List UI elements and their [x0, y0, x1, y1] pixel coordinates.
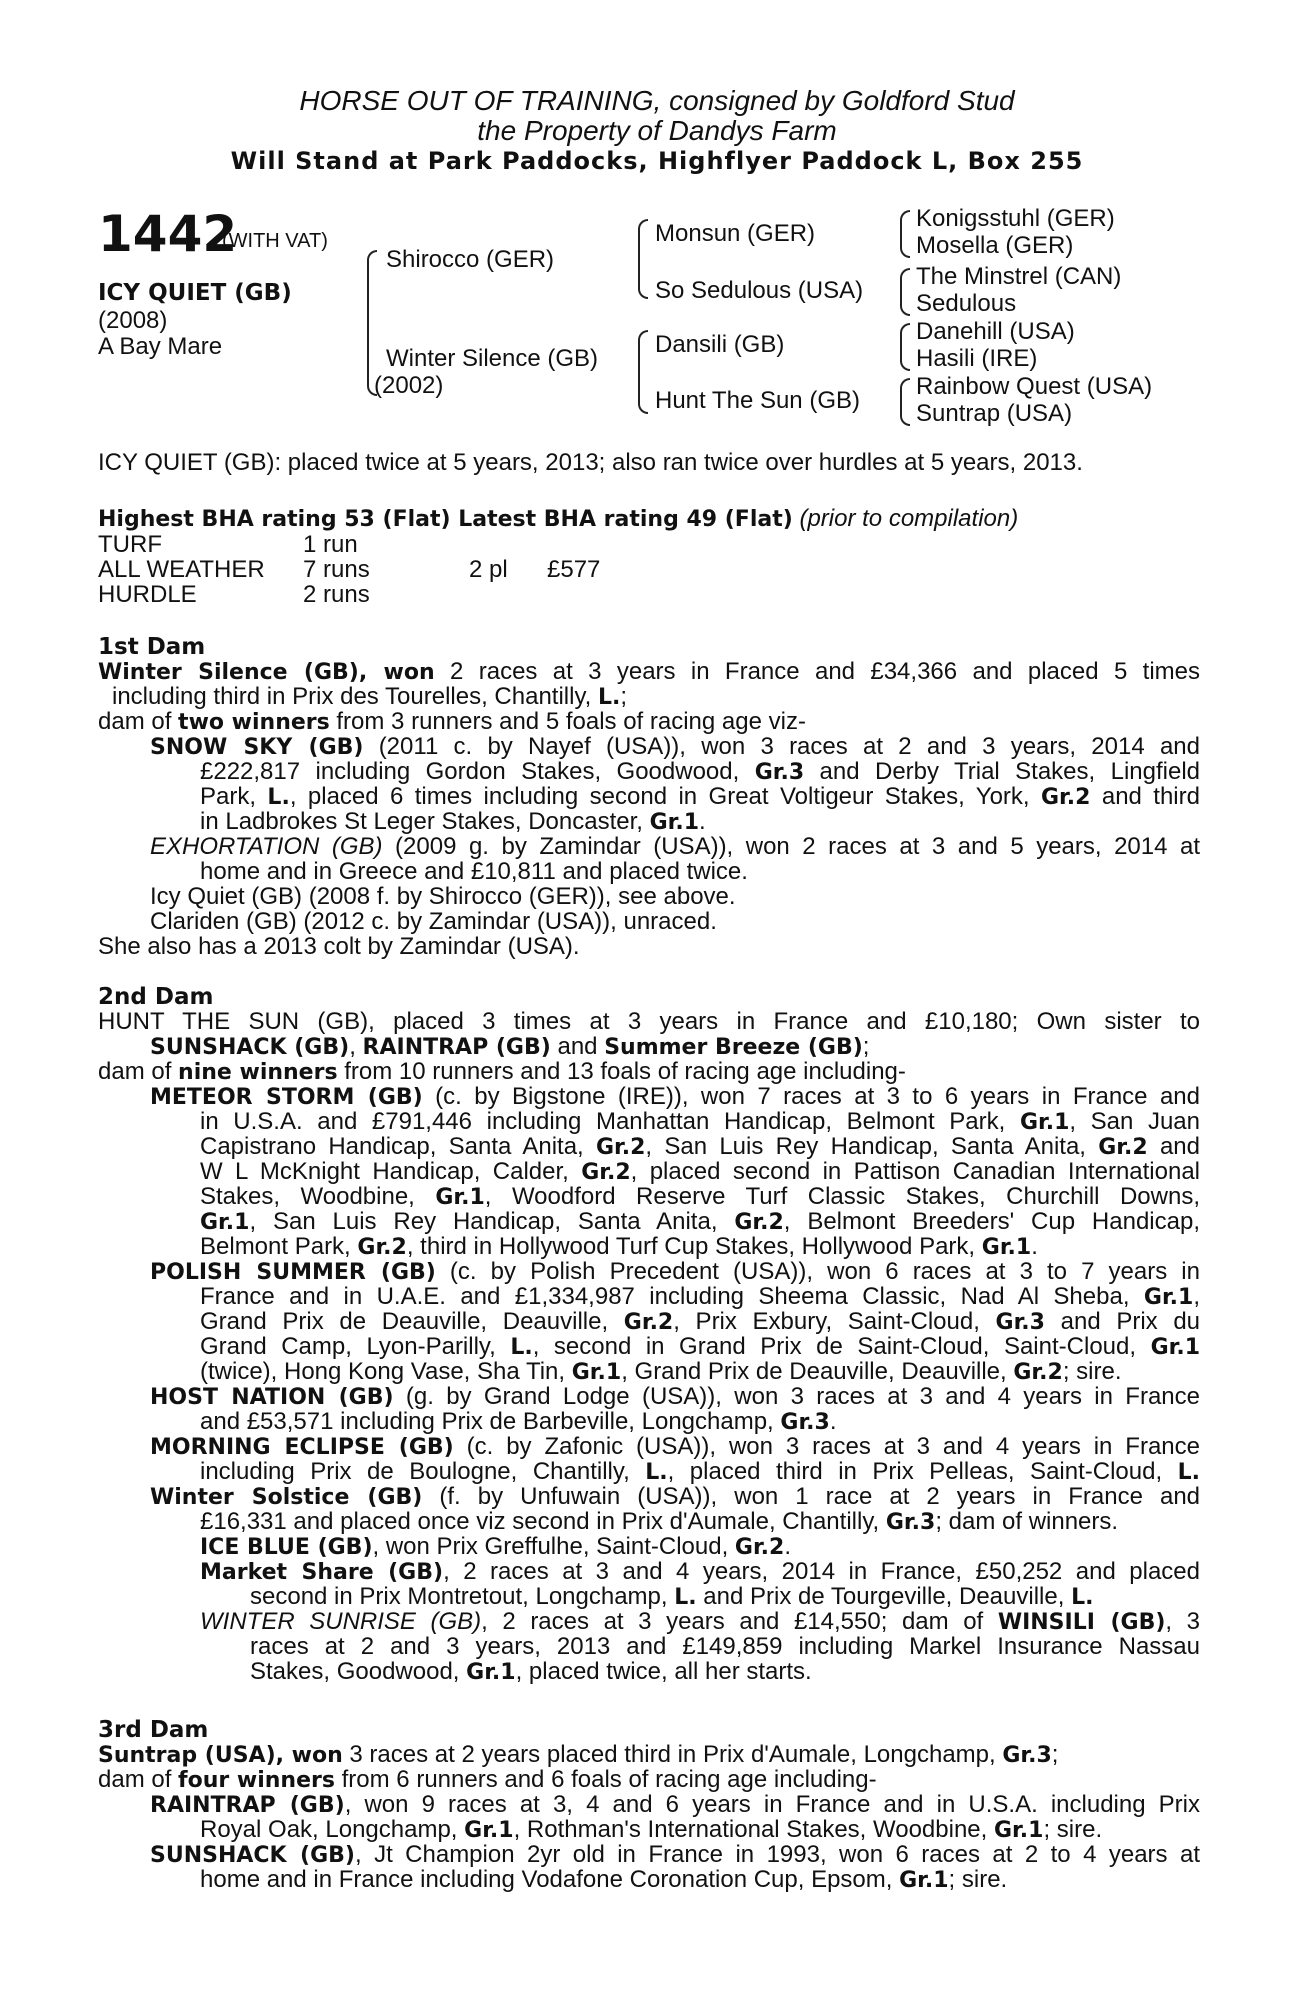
produce-line: races at 2 and 3 years, 2013 and £149,859 including Markel Insurance Nassau — [250, 1633, 1200, 1660]
second-dam-line: dam of nine winners from 10 runners and 13 foals of racing age including- — [98, 1058, 906, 1085]
foaling-year: (2008) — [98, 307, 168, 334]
dam-year: (2002) — [374, 372, 444, 399]
gen3-brace-4 — [900, 378, 910, 426]
dd-sire: Rainbow Quest (USA) — [916, 373, 1153, 400]
gen3-brace-2 — [900, 268, 910, 316]
produce-line: home and in France including Vodafone Coronation Cup, Epsom, Gr.1; sire. — [200, 1866, 1008, 1893]
produce-line: SNOW SKY (GB) (2011 c. by Nayef (USA)), won 3 races at 2 and 3 years, 2014 and — [150, 733, 1200, 760]
lot-number: 1442 — [98, 205, 238, 263]
bha-rating: Highest BHA rating 53 (Flat) Latest BHA rating 49 (Flat) (prior to compilation) — [98, 505, 1019, 532]
record-type: HURDLE — [98, 581, 197, 608]
produce-line: France and in U.A.E. and £1,334,987 including Sheema Classic, Nad Al Sheba, Gr.1, — [200, 1283, 1200, 1310]
produce-line: Royal Oak, Longchamp, Gr.1, Rothman's International Stakes, Woodbine, Gr.1; sire. — [200, 1816, 1103, 1843]
produce-line: Stakes, Goodwood, Gr.1, placed twice, all her starts. — [250, 1658, 812, 1685]
sd-dam: Sedulous — [916, 290, 1017, 317]
produce-line: £222,817 including Gordon Stakes, Goodwood, Gr.3 and Derby Trial Stakes, Lingfield — [200, 758, 1200, 785]
produce-line: Market Share (GB), 2 races at 3 and 4 years, 2014 in France, £50,252 and placed — [200, 1558, 1200, 1585]
produce-line: Grand Camp, Lyon-Parilly, L., second in Grand Prix de Saint-Cloud, Saint-Cloud, Gr.1 — [200, 1333, 1200, 1360]
gen3-brace-1 — [900, 210, 910, 258]
produce-line: in Ladbrokes St Leger Stakes, Doncaster, Gr.1. — [200, 808, 706, 835]
produce-line: She also has a 2013 colt by Zamindar (USA). — [98, 933, 580, 960]
produce-line: second in Prix Montretout, Longchamp, L. and Prix de Tourgeville, Deauville, L. — [250, 1583, 1094, 1610]
produce-line: £16,331 and placed once viz second in Prix d'Aumale, Chantilly, Gr.3; dam of winners. — [200, 1508, 1119, 1535]
sd-sire: The Minstrel (CAN) — [916, 263, 1122, 290]
dam-parents-brace — [638, 330, 648, 414]
gen3-brace-3 — [900, 323, 910, 371]
pedigree-block — [0, 0, 1314, 440]
produce-line: Park, L., placed 6 times including second in Great Voltigeur Stakes, York, Gr.2 and third — [200, 783, 1200, 810]
sire-sire: Monsun (GER) — [655, 220, 816, 247]
produce-line: Clariden (GB) (2012 c. by Zamindar (USA)), unraced. — [150, 908, 717, 935]
produce-line: Belmont Park, Gr.2, third in Hollywood Turf Cup Stakes, Hollywood Park, Gr.1. — [200, 1233, 1038, 1260]
third-dam-line: Suntrap (USA), won 3 races at 2 years placed third in Prix d'Aumale, Longchamp, Gr.3; — [98, 1741, 1059, 1768]
first-dam-line: including third in Prix des Tourelles, Chantilly, L.; — [112, 683, 628, 710]
third-dam-line: dam of four winners from 6 runners and 6 foals of racing age including- — [98, 1766, 877, 1793]
produce-line: W L McKnight Handicap, Calder, Gr.2, placed second in Pattison Canadian International — [200, 1158, 1201, 1185]
produce-line: Winter Solstice (GB) (f. by Unfuwain (USA)), won 1 race at 2 years in France and — [150, 1483, 1201, 1510]
dd-dam: Suntrap (USA) — [916, 400, 1073, 427]
horse-name: ICY QUIET (GB) — [98, 280, 292, 306]
record-runs: 2 runs — [303, 581, 370, 608]
horse-description: A Bay Mare — [98, 333, 223, 360]
ds-dam: Hasili (IRE) — [916, 345, 1038, 372]
property-line: the Property of Dandys Farm — [477, 115, 837, 146]
sire: Shirocco (GER) — [386, 246, 555, 273]
produce-line: Gr.1, San Luis Rey Handicap, Santa Anita, Gr.2, Belmont Breeders' Cup Handicap, — [200, 1208, 1200, 1235]
produce-line: METEOR STORM (GB) (c. by Bigstone (IRE)), won 7 races at 3 to 6 years in France and — [150, 1083, 1200, 1110]
record-type: ALL WEATHER — [98, 556, 265, 583]
record-runs: 1 run — [303, 531, 358, 558]
first-dam-line: Winter Silence (GB), won 2 races at 3 years in France and £34,366 and placed 5 times — [98, 658, 1200, 685]
sire-parents-brace — [638, 219, 648, 299]
produce-line: SUNSHACK (GB), Jt Champion 2yr old in France in 1993, won 6 races at 2 to 4 years at — [150, 1841, 1200, 1868]
second-dam-line: SUNSHACK (GB), RAINTRAP (GB) and Summer Breeze (GB); — [150, 1033, 870, 1060]
produce-line: Icy Quiet (GB) (2008 f. by Shirocco (GER)), see above. — [150, 883, 736, 910]
produce-line: EXHORTATION (GB) (2009 g. by Zamindar (USA)), won 2 races at 3 and 5 years, 2014 at — [150, 833, 1200, 860]
stand-location: Will Stand at Park Paddocks, Highflyer Paddock L, Box 255 — [230, 147, 1084, 175]
produce-line: HOST NATION (GB) (g. by Grand Lodge (USA)), won 3 races at 3 and 4 years in France — [150, 1383, 1200, 1410]
produce-line: Grand Prix de Deauville, Deauville, Gr.2, Prix Exbury, Saint-Cloud, Gr.3 and Prix du — [200, 1308, 1201, 1335]
record-runs: 7 runs — [303, 556, 370, 583]
first-dam-heading: 1st Dam — [98, 634, 206, 660]
produce-line: including Prix de Boulogne, Chantilly, L., placed third in Prix Pelleas, Saint-Cloud, L. — [200, 1458, 1201, 1485]
produce-line: POLISH SUMMER (GB) (c. by Polish Precedent (USA)), won 6 races at 3 to 7 years in — [150, 1258, 1200, 1285]
race-summary: ICY QUIET (GB): placed twice at 5 years, 2013; also ran twice over hurdles at 5 years, 2013. — [98, 449, 1083, 476]
consignor-line: HORSE OUT OF TRAINING, consigned by Goldford Stud — [299, 85, 1015, 116]
sire-dam: So Sedulous (USA) — [655, 277, 864, 304]
record-earnings: £577 — [547, 556, 601, 583]
ds-sire: Danehill (USA) — [916, 318, 1075, 345]
record-placings: 2 pl — [469, 556, 508, 583]
third-dam-heading: 3rd Dam — [98, 1717, 209, 1743]
dam-sire: Dansili (GB) — [655, 331, 785, 358]
dam: Winter Silence (GB) — [386, 345, 599, 372]
produce-line: and £53,571 including Prix de Barbeville, Longchamp, Gr.3. — [200, 1408, 837, 1435]
second-dam-heading: 2nd Dam — [98, 984, 214, 1010]
record-type: TURF — [98, 531, 162, 558]
produce-line: Capistrano Handicap, Santa Anita, Gr.2, San Luis Rey Handicap, Santa Anita, Gr.2 and — [200, 1133, 1200, 1160]
ss-sire: Konigsstuhl (GER) — [916, 205, 1115, 232]
produce-line: WINTER SUNRISE (GB), 2 races at 3 years and £14,550; dam of WINSILI (GB), 3 — [200, 1608, 1201, 1635]
ss-dam: Mosella (GER) — [916, 232, 1074, 259]
vat-note: (WITH VAT) — [222, 230, 328, 252]
produce-line: (twice), Hong Kong Vase, Sha Tin, Gr.1, Grand Prix de Deauville, Deauville, Gr.2; sire. — [200, 1358, 1122, 1385]
produce-line: ICE BLUE (GB), won Prix Greffulhe, Saint-Cloud, Gr.2. — [200, 1533, 792, 1560]
produce-line: Stakes, Woodbine, Gr.1, Woodford Reserve Turf Classic Stakes, Churchill Downs, — [200, 1183, 1200, 1210]
produce-line: RAINTRAP (GB), won 9 races at 3, 4 and 6 years in France and in U.S.A. including Prix — [150, 1791, 1201, 1818]
produce-line: MORNING ECLIPSE (GB) (c. by Zafonic (USA)), won 3 races at 3 and 4 years in France — [150, 1433, 1201, 1460]
dam-dam: Hunt The Sun (GB) — [655, 387, 860, 414]
second-dam-line: HUNT THE SUN (GB), placed 3 times at 3 years in France and £10,180; Own sister to — [98, 1008, 1200, 1035]
produce-line: in U.S.A. and £791,446 including Manhattan Handicap, Belmont Park, Gr.1, San Juan — [200, 1108, 1201, 1135]
produce-line: home and in Greece and £10,811 and placed twice. — [200, 858, 748, 885]
first-dam-line: dam of two winners from 3 runners and 5 foals of racing age viz- — [98, 708, 806, 735]
